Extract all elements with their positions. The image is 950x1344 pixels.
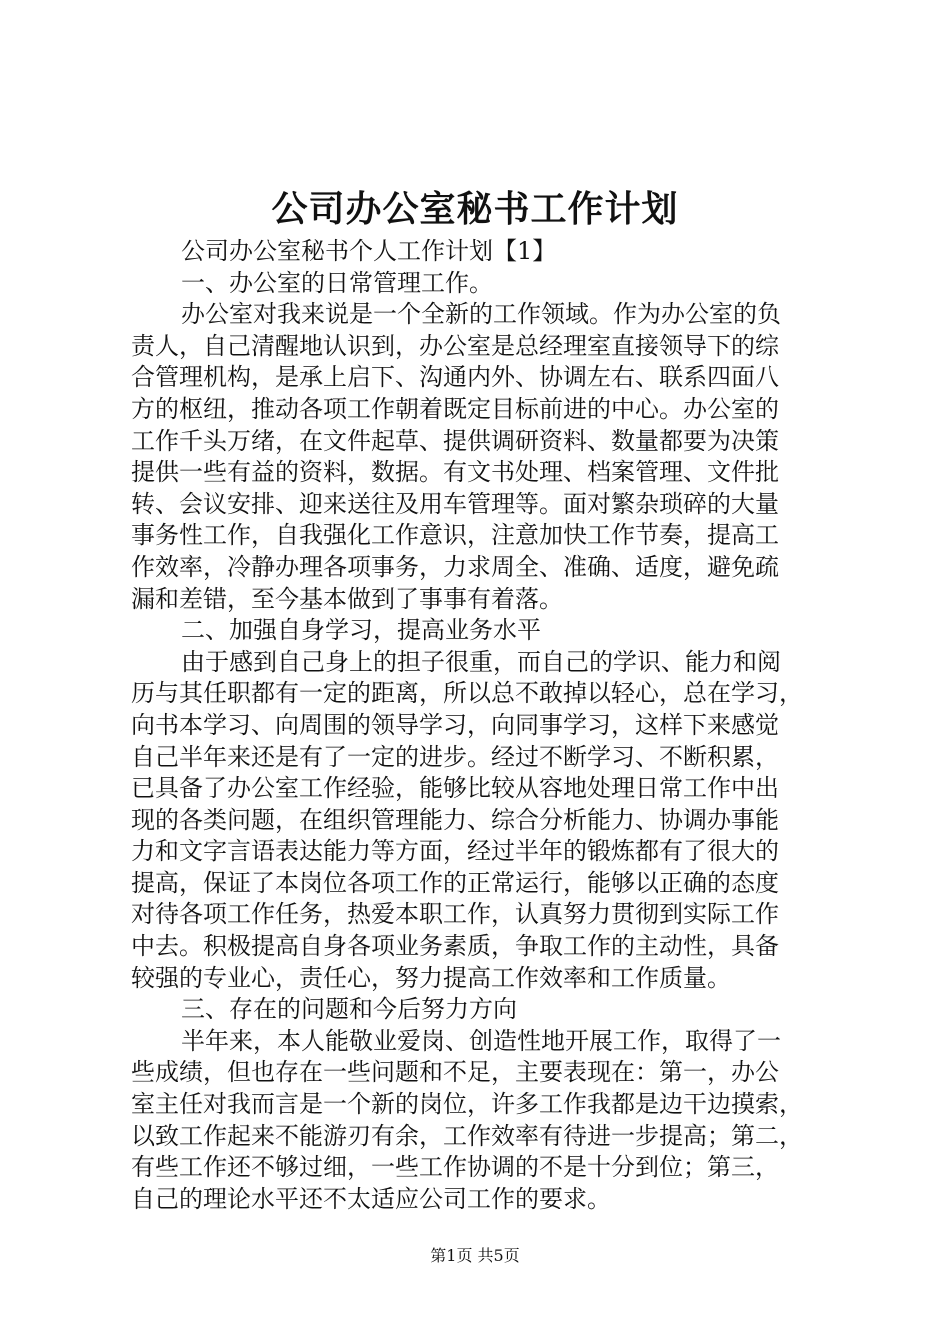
text-line: 三、存在的问题和今后努力方向 <box>181 995 517 1024</box>
text-line: 有些工作还不够过细，一些工作协调的不是十分到位；第三， <box>131 1153 779 1182</box>
text-line: 室主任对我而言是一个新的岗位，许多工作我都是边干边摸索， <box>131 1090 803 1119</box>
text-line: 向书本学习、向周围的领导学习，向同事学习，这样下来感觉 <box>131 710 779 739</box>
page-footer: 第1页 共5页 <box>430 1246 520 1265</box>
text-line: 方的枢纽，推动各项工作朝着既定目标前进的中心。办公室的 <box>131 394 779 423</box>
text-line: 提供一些有益的资料，数据。有文书处理、档案管理、文件批 <box>131 458 779 487</box>
text-line: 公司办公室秘书个人工作计划【1】 <box>181 237 557 265</box>
text-line: 现的各类问题，在组织管理能力、综合分析能力、协调办事能 <box>131 805 779 834</box>
text-line: 些成绩，但也存在一些问题和不足，主要表现在：第一，办公 <box>131 1058 779 1087</box>
text-line: 半年来，本人能敬业爱岗、创造性地开展工作，取得了一 <box>181 1026 781 1055</box>
text-line: 二、加强自身学习，提高业务水平 <box>181 616 541 645</box>
text-line: 一、办公室的日常管理工作。 <box>181 268 493 297</box>
text-line: 历与其任职都有一定的距离，所以总不敢掉以轻心，总在学习， <box>131 679 803 708</box>
text-line: 对待各项工作任务，热爱本职工作，认真努力贯彻到实际工作 <box>131 900 779 929</box>
text-line: 已具备了办公室工作经验，能够比较从容地处理日常工作中出 <box>131 774 779 803</box>
text-line: 事务性工作，自我强化工作意识，注意加快工作节奏，提高工 <box>131 521 779 550</box>
text-line: 较强的专业心，责任心，努力提高工作效率和工作质量。 <box>131 963 731 992</box>
text-line: 提高，保证了本岗位各项工作的正常运行，能够以正确的态度 <box>131 868 779 897</box>
text-line: 合管理机构，是承上启下、沟通内外、协调左右、联系四面八 <box>131 363 779 392</box>
document-title: 公司办公室秘书工作计划 <box>271 188 679 230</box>
text-line: 力和文字言语表达能力等方面，经过半年的锻炼都有了很大的 <box>131 837 779 866</box>
text-line: 自己的理论水平还不太适应公司工作的要求。 <box>131 1184 611 1213</box>
text-line: 漏和差错，至今基本做到了事事有着落。 <box>131 584 563 613</box>
text-line: 以致工作起来不能游刃有余，工作效率有待进一步提高；第二， <box>131 1121 803 1150</box>
text-line: 作效率，冷静办理各项事务，力求周全、准确、适度，避免疏 <box>131 552 779 581</box>
text-line: 转、会议安排、迎来送往及用车管理等。面对繁杂琐碎的大量 <box>131 489 779 518</box>
text-line: 办公室对我来说是一个全新的工作领域。作为办公室的负 <box>181 300 781 329</box>
text-line: 工作千头万绪，在文件起草、提供调研资料、数量都要为决策 <box>131 426 779 455</box>
document-body <box>131 236 831 1215</box>
text-line: 自己半年来还是有了一定的进步。经过不断学习、不断积累， <box>131 742 779 771</box>
text-line: 中去。积极提高自身各项业务素质，争取工作的主动性，具备 <box>131 932 779 961</box>
text-line: 由于感到自己身上的担子很重，而自己的学识、能力和阅 <box>181 647 781 676</box>
text-line: 责人，自己清醒地认识到，办公室是总经理室直接领导下的综 <box>131 331 779 360</box>
